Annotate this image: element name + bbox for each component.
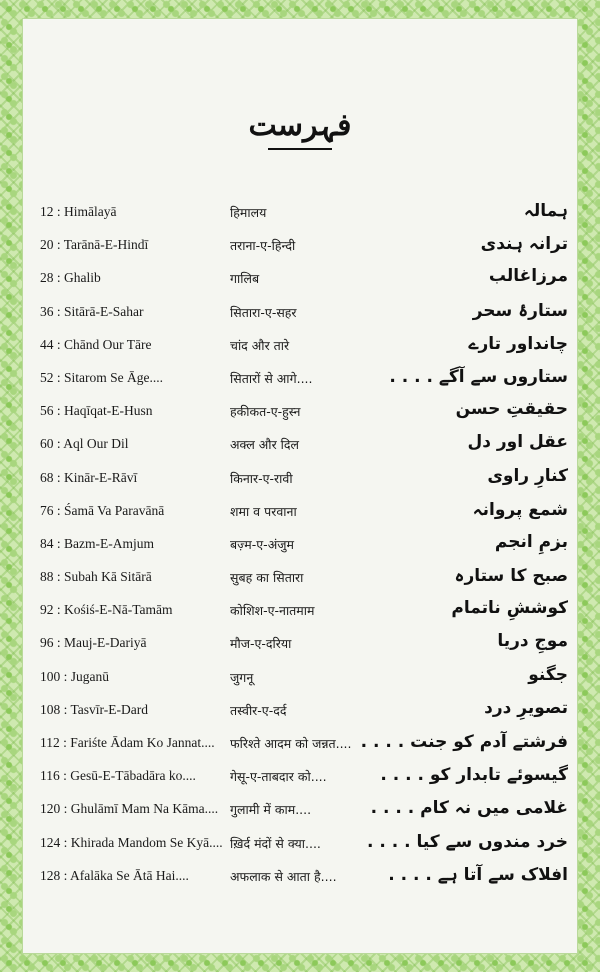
entry-hindi: तस्वीर-ए-दर्द — [230, 702, 287, 718]
entry-roman: 84 : Bazm-E-Amjum — [40, 535, 154, 551]
list-item — [0, 366, 600, 399]
entry-urdu: افلاک سے آتا ہے . . . . — [388, 864, 568, 885]
entry-hindi: गालिब — [230, 271, 260, 287]
list-item — [0, 300, 600, 333]
entry-hindi: तराना-ए-हिन्दी — [230, 238, 296, 254]
entry-urdu: شمع پروانہ — [472, 499, 568, 520]
entry-hindi: सुबह का सितारा — [230, 570, 304, 586]
list-item — [0, 598, 600, 631]
entry-roman: 116 : Gesū-E-Tābadāra ko.... — [40, 768, 196, 784]
list-item — [0, 698, 600, 731]
entry-hindi: ख़िर्द मंदों से क्या.... — [230, 835, 321, 851]
entry-urdu: بزمِ انجم — [494, 531, 568, 552]
entry-roman: 96 : Mauj-E-Dariyā — [40, 635, 147, 651]
entry-roman: 56 : Haqīqat-E-Husn — [40, 403, 153, 419]
entry-hindi: किनार-ए-रावी — [230, 470, 293, 486]
entry-roman: 12 : Himālayā — [40, 204, 117, 219]
entry-urdu: حقیقتِ حسن — [455, 399, 568, 420]
entry-urdu: خرد مندوں سے کیا . . . . — [366, 831, 568, 852]
list-item — [0, 499, 600, 532]
entry-hindi: गेसू-ए-ताबदार को.... — [230, 769, 327, 785]
list-item — [0, 200, 600, 233]
entry-roman: 76 : Śamā Va Paravānā — [40, 502, 165, 518]
entry-urdu: کنارِ راوی — [487, 465, 568, 486]
list-item — [0, 864, 600, 897]
entry-urdu: فرشتے آدم کو جنت . . . . — [360, 732, 568, 752]
entry-hindi: शमा व परवाना — [230, 503, 297, 519]
list-item — [0, 565, 600, 598]
entry-urdu: مرزاغالب — [488, 266, 568, 287]
entry-urdu: صبح کا ستارہ — [454, 566, 568, 587]
list-item — [0, 731, 600, 764]
entry-urdu: چانداور تارے — [468, 333, 568, 354]
entry-urdu: غلامی میں نہ کام . . . . — [370, 798, 568, 819]
list-item — [0, 797, 600, 830]
entry-roman: 44 : Chānd Our Tāre — [40, 336, 152, 352]
entry-roman: 100 : Juganū — [40, 668, 109, 684]
entry-urdu: ہمالہ — [523, 201, 568, 221]
list-item — [0, 399, 600, 432]
entry-roman: 68 : Kinār-E-Rāvī — [40, 469, 138, 485]
entry-hindi: हकीकत-ए-हुस्न — [230, 404, 301, 420]
list-item — [0, 466, 600, 499]
list-item — [0, 631, 600, 664]
entry-roman: 52 : Sitarom Se Āge.... — [40, 369, 163, 385]
entry-roman: 124 : Khirada Mandom Se Kyā.... — [40, 834, 223, 850]
list-item — [0, 266, 600, 299]
entry-urdu: جگنو — [528, 664, 568, 685]
entry-urdu: گیسوئے تابدار کو . . . . — [380, 765, 568, 786]
title-underline — [268, 148, 332, 150]
entry-roman: 20 : Tarānā-E-Hindī — [40, 237, 149, 253]
entry-urdu: کوششِ ناتمام — [451, 598, 568, 619]
entry-roman: 112 : Fariśte Ādam Ko Jannat.... — [40, 735, 215, 750]
list-item — [0, 233, 600, 266]
list-item — [0, 665, 600, 698]
entry-urdu: ترانہ ہندی — [480, 234, 568, 255]
entry-hindi: अक्ल और दिल — [230, 437, 300, 453]
entry-hindi: कोशिश-ए-नातमाम — [230, 603, 315, 619]
list-item — [0, 831, 600, 864]
entry-hindi: गुलामी में काम.... — [230, 802, 312, 818]
entry-hindi: सितारा-ए-सहर — [230, 304, 297, 320]
entry-hindi: जुगनू — [230, 669, 254, 685]
entry-urdu: ستاروں سے آگے . . . . — [389, 366, 568, 387]
entry-hindi: अफलाक से आता है.... — [230, 868, 337, 884]
entry-roman: 88 : Subah Kā Sitārā — [40, 569, 152, 585]
entry-urdu: موجِ دریا — [497, 631, 568, 652]
entry-urdu: عقل اور دل — [467, 432, 568, 453]
entry-hindi: मौज-ए-दरिया — [230, 636, 292, 652]
entry-hindi: हिमालय — [230, 205, 267, 220]
list-item — [0, 532, 600, 565]
entry-hindi: बज़्म-ए-अंजुम — [230, 536, 294, 552]
entry-roman: 60 : Aql Our Dil — [40, 436, 129, 452]
table-of-contents — [0, 200, 600, 897]
list-item — [0, 764, 600, 797]
entry-roman: 108 : Tasvīr-E-Dard — [40, 701, 149, 717]
list-item — [0, 333, 600, 366]
entry-hindi: फरिश्ते आदम को जन्नत.... — [230, 736, 352, 751]
entry-urdu: تصویرِ درد — [484, 697, 568, 718]
entry-hindi: चांद और तारे — [230, 337, 290, 353]
list-item — [0, 432, 600, 465]
entry-roman: 36 : Sitārā-E-Sahar — [40, 303, 144, 319]
entry-roman: 120 : Ghulāmī Mam Na Kāma.... — [40, 801, 219, 817]
entry-hindi: सितारों से आगे.... — [230, 370, 313, 386]
entry-roman: 92 : Kośiś-E-Nā-Tamām — [40, 602, 173, 618]
entry-roman: 128 : Afalāka Se Ātā Hai.... — [40, 867, 189, 883]
page-title: فہرست — [248, 109, 352, 142]
entry-roman: 28 : Ghalib — [40, 270, 101, 286]
entry-urdu: ستارۂ سحر — [472, 300, 568, 321]
